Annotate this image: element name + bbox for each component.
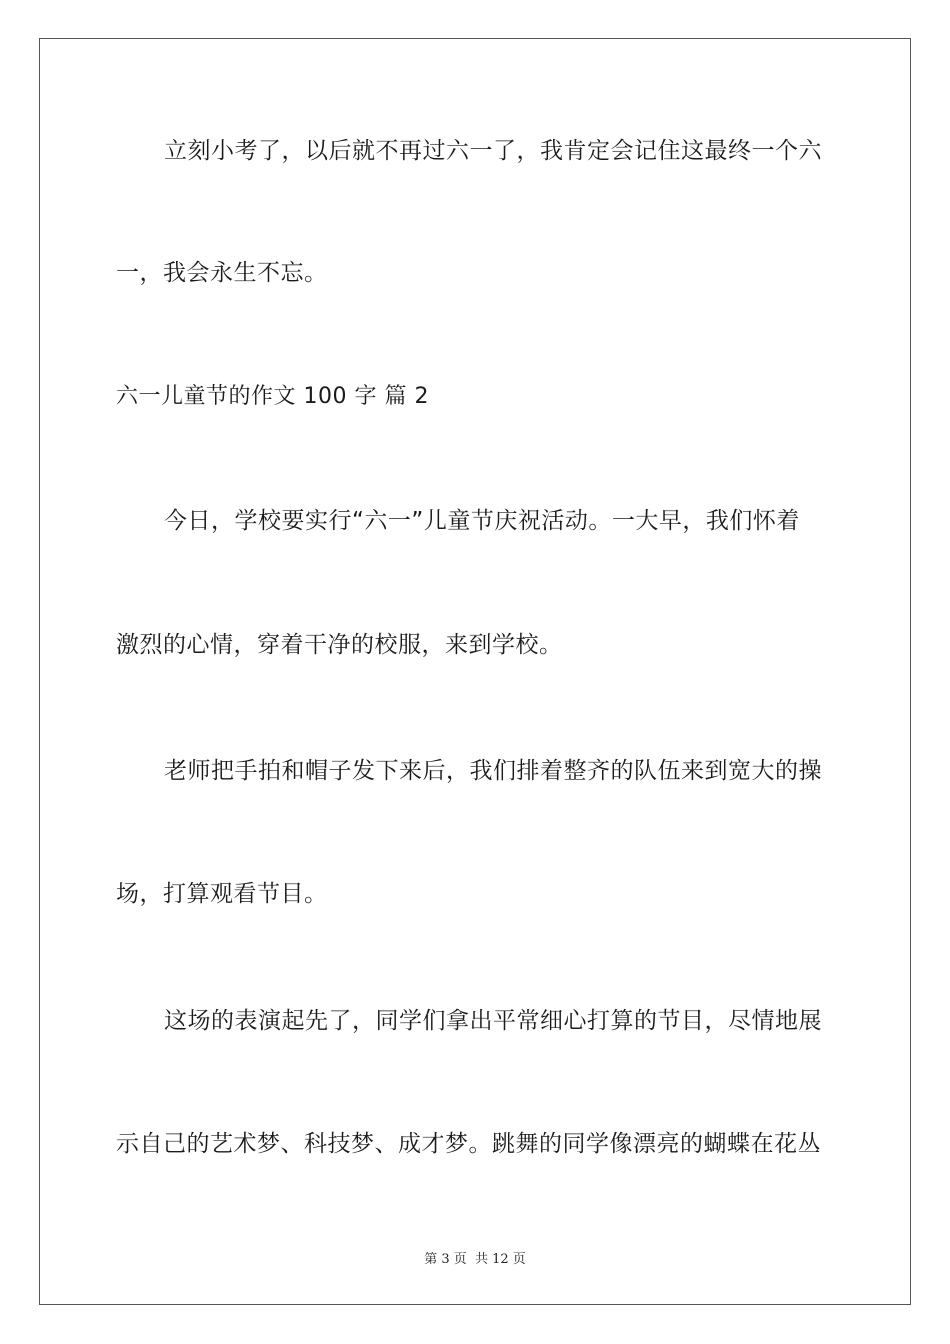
page-frame: [39, 38, 911, 1305]
paragraph-1-line-1: 立刻小考了，以后就不再过六一了，我肯定会记住这最终一个六: [164, 138, 822, 164]
page-number: 第 3 页: [424, 1252, 467, 1267]
paragraph-4-line-1: 这场的表演起先了，同学们拿出平常细心打算的节目，尽情地展: [164, 1008, 822, 1034]
page-footer: [0, 1248, 950, 1267]
paragraph-2-line-1: 今日，学校要实行“六一”儿童节庆祝活动。一大早，我们怀着: [164, 508, 800, 534]
section-heading: 六一儿童节的作文 100 字 篇 2: [116, 384, 429, 409]
page-total: 共 12 页: [474, 1252, 526, 1267]
paragraph-2-line-2: 激烈的心情，穿着干净的校服，来到学校。: [116, 632, 563, 658]
paragraph-3-line-2: 场，打算观看节目。: [116, 881, 328, 907]
paragraph-3-line-1: 老师把手拍和帽子发下来后，我们排着整齐的队伍来到宽大的操: [164, 758, 822, 784]
paragraph-1-line-2: 一，我会永生不忘。: [116, 260, 328, 286]
paragraph-4-line-2: 示自己的艺术梦、科技梦、成才梦。跳舞的同学像漂亮的蝴蝶在花丛: [116, 1131, 821, 1157]
